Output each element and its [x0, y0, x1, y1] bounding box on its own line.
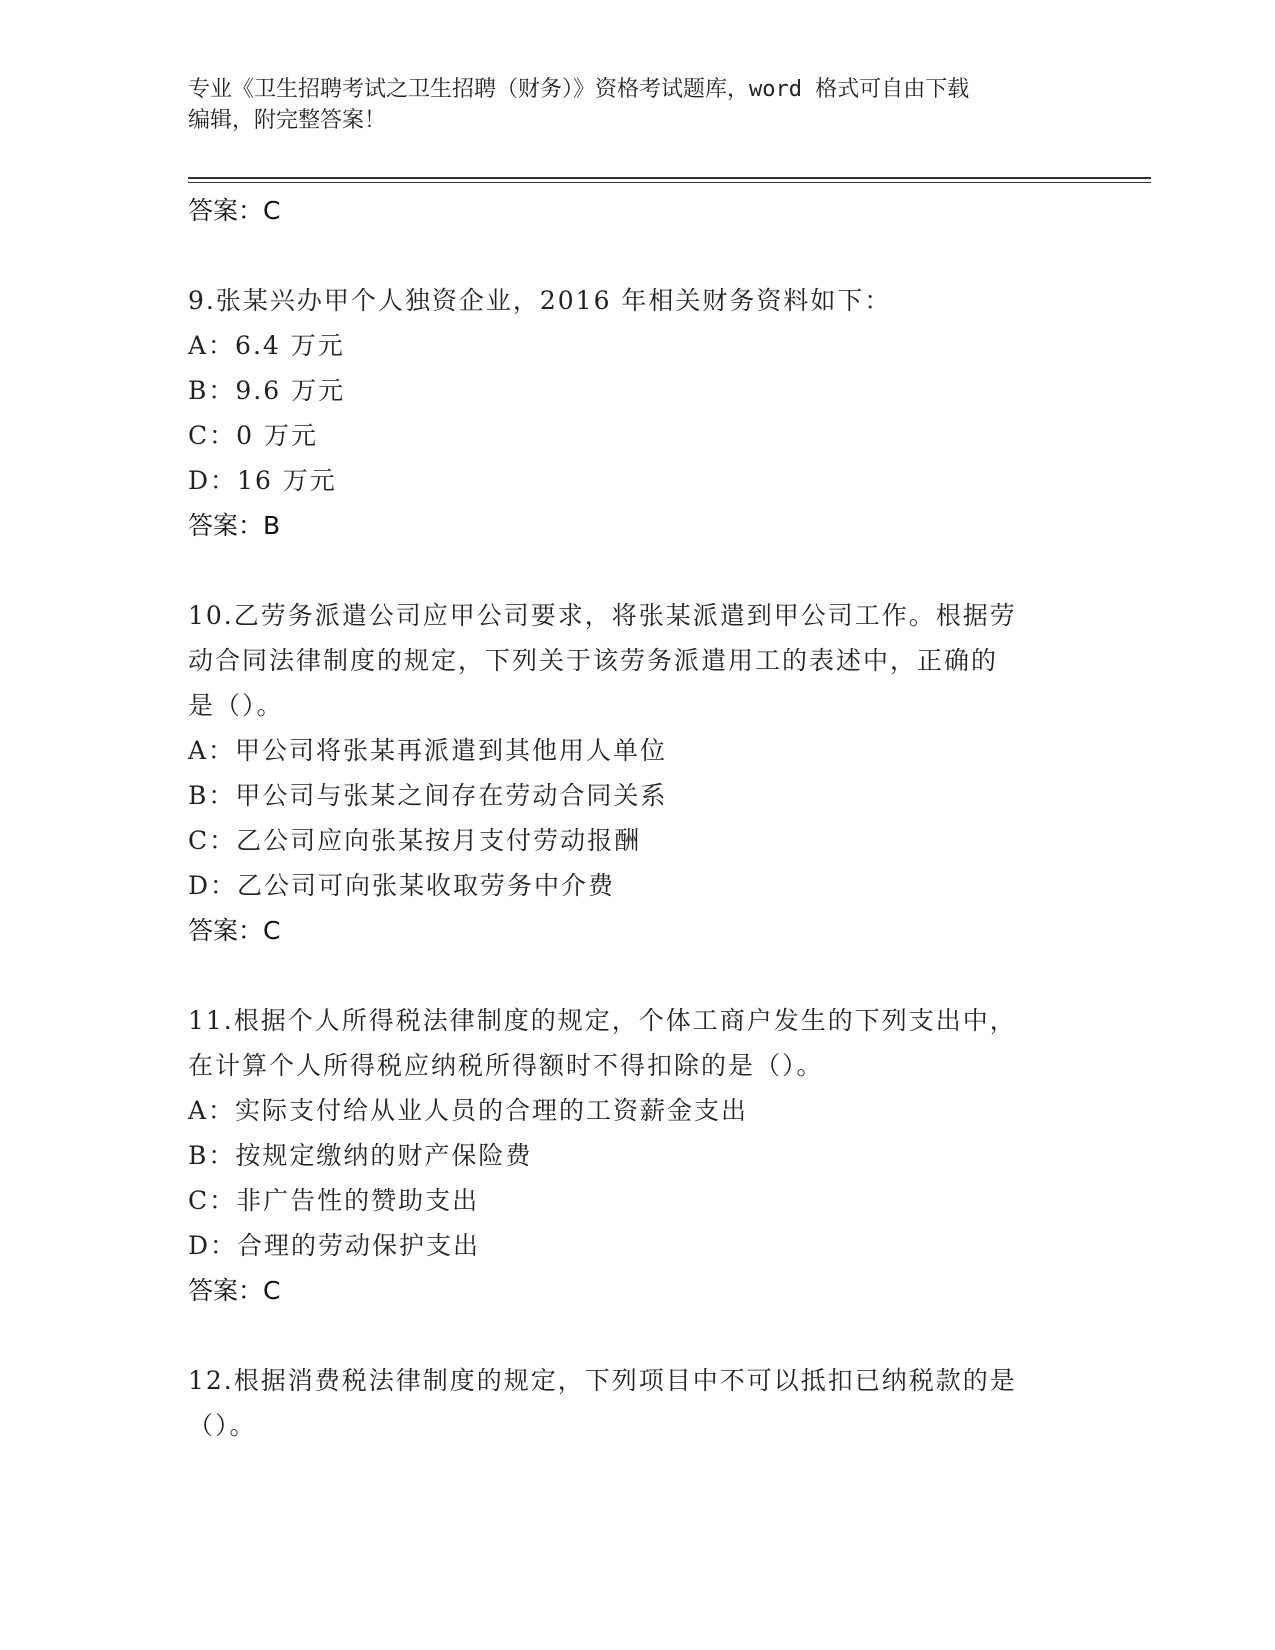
question-line: （）。 — [188, 1411, 257, 1440]
option-b: B：按规定缴纳的财产保险费 — [188, 1141, 533, 1170]
answer: 答案：B — [188, 511, 281, 540]
question-line: 12.根据消费税法律制度的规定，下列项目中不可以抵扣已纳税款的是 — [188, 1366, 1017, 1395]
answer: 答案：C — [188, 1276, 281, 1305]
option-d: D：乙公司可向张某收取劳务中介费 — [188, 871, 616, 900]
question-line: 9.张某兴办甲个人独资企业，2016 年相关财务资料如下： — [188, 286, 892, 315]
header-line: 专业《卫生招聘考试之卫生招聘（财务）》资格考试题库，word 格式可自由下载 — [188, 77, 970, 102]
question-text — [188, 1358, 1088, 1448]
question-line: 11.根据个人所得税法律制度的规定，个体工商户发生的下列支出中， — [188, 1006, 1017, 1035]
header-rule-thick — [188, 177, 1151, 179]
question-line: 动合同法律制度的规定，下列关于该劳务派遣用工的表述中，正确的 — [188, 646, 999, 675]
option-a: A：6.4 万元 — [188, 331, 345, 360]
question-line: 是（）。 — [188, 691, 284, 720]
option-b: B：9.6 万元 — [188, 376, 346, 405]
header-rule-thin — [188, 182, 1151, 183]
header-line: 编辑，附完整答案！ — [188, 108, 387, 133]
answer: 答案：C — [188, 916, 281, 945]
option-a: A：甲公司将张某再派遣到其他用人单位 — [188, 736, 668, 765]
question-11 — [188, 998, 1088, 1313]
question-list — [188, 188, 1088, 1448]
option-c: C：乙公司应向张某按月支付劳动报酬 — [188, 826, 642, 855]
question-9 — [188, 278, 1088, 548]
question-text — [188, 278, 1088, 323]
question-line: 在计算个人所得税应纳税所得额时不得扣除的是（）。 — [188, 1051, 824, 1080]
question-line: 10.乙劳务派遣公司应甲公司要求，将张某派遣到甲公司工作。根据劳 — [188, 601, 1017, 630]
previous-answer: 答案：C — [188, 196, 281, 225]
option-d: D：合理的劳动保护支出 — [188, 1231, 481, 1260]
question-text — [188, 593, 1088, 728]
document-header — [188, 74, 1088, 136]
question-text — [188, 998, 1088, 1088]
option-b: B：甲公司与张某之间存在劳动合同关系 — [188, 781, 668, 810]
option-c: C：0 万元 — [188, 421, 318, 450]
question-12 — [188, 1358, 1088, 1448]
option-a: A：实际支付给从业人员的合理的工资薪金支出 — [188, 1096, 749, 1125]
option-c: C：非广告性的赞助支出 — [188, 1186, 480, 1215]
question-10 — [188, 593, 1088, 953]
option-d: D：16 万元 — [188, 466, 337, 495]
